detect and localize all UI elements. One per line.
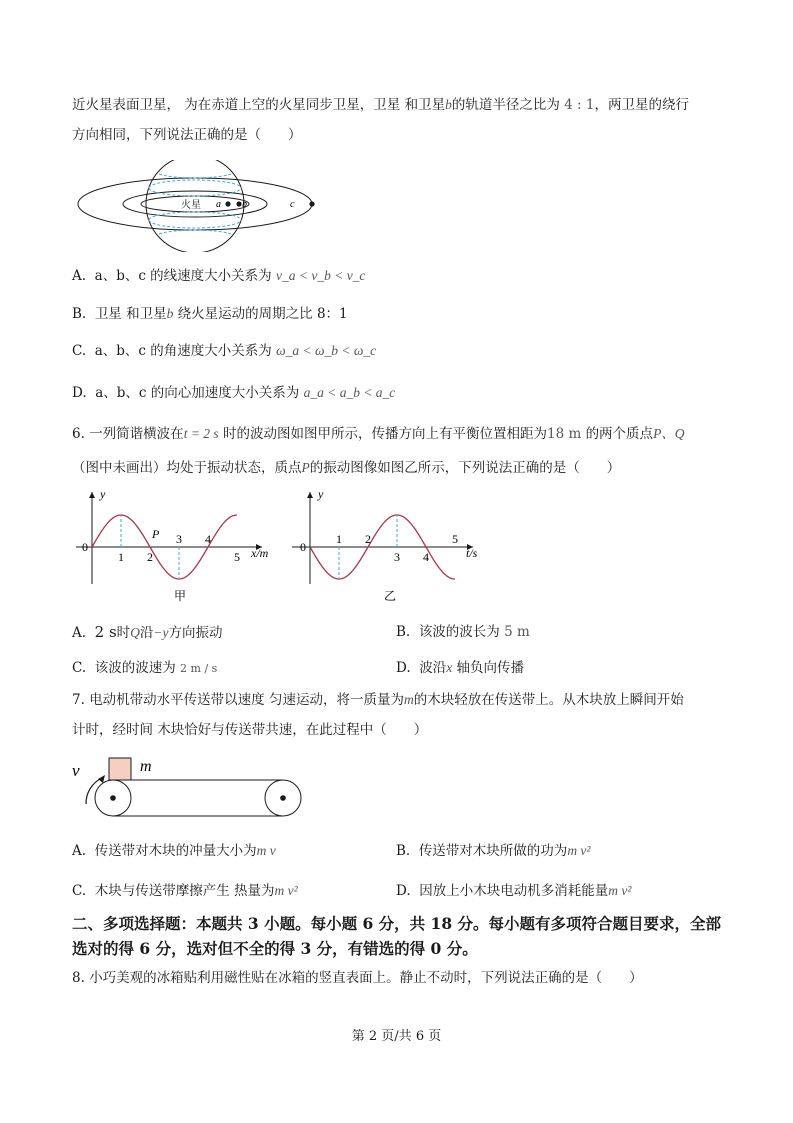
tick-labels — [300, 532, 458, 564]
q5-stem-line1: 近火星表面卫星， 为在赤道上空的火星同步卫星，卫星 和卫星b的轨道半径之比为 4 : 1，两卫星的绕行 — [72, 97, 689, 113]
label-a: a — [216, 199, 221, 210]
caption-yi: 乙 — [384, 589, 397, 603]
q6-option-c[interactable]: C. 该波的波速为 2 m / s — [72, 660, 218, 676]
tick-label: 3 — [394, 550, 400, 564]
tick-label: 4 — [423, 550, 429, 564]
section2-heading-line1: 二、多项选择题：本题共 3 小题。每小题 6 分，共 18 分。每小题有多项符合题目要求，全部 — [72, 914, 722, 933]
page-footer: 第 2 页/共 6 页 — [351, 1029, 442, 1044]
q5-option-c[interactable]: C. a、b、c 的角速度大小关系为 ω_a < ω_b < ω_c — [72, 343, 377, 359]
q6-option-d[interactable]: D. 波沿x 轴负向传播 — [396, 660, 525, 676]
tick-label: 5 — [452, 532, 458, 546]
right-axle — [280, 795, 286, 801]
y-label: y — [100, 487, 106, 501]
tick-label: 2 — [147, 550, 153, 564]
q6-wave-graph-jia — [72, 486, 282, 608]
satellite-b — [236, 201, 241, 206]
tick-label: 0 — [300, 540, 306, 554]
q7-option-b[interactable]: B. 传送带对木块所做的功为m v² — [396, 843, 591, 859]
q6-option-a[interactable]: A. 2 s时Q沿−y方向振动 — [72, 623, 223, 641]
q5-option-b[interactable]: B. 卫星 和卫星b 绕火星运动的周期之比 8：1 — [72, 306, 348, 322]
y-label: y — [318, 487, 324, 501]
q7-option-c[interactable]: C. 木块与传送带摩擦产生 热量为m v² — [72, 883, 298, 899]
q7-option-d[interactable]: D. 因放上小木块电动机多消耗能量m v² — [396, 883, 632, 899]
q7-stem-line1: 7. 电动机带动水平传送带以速度 匀速运动，将一质量为m的木块轻放在传送带上。从木块放上瞬间开始 — [72, 692, 684, 708]
left-axle — [110, 795, 116, 801]
tick-labels — [82, 532, 240, 564]
velocity-label: v — [72, 761, 80, 780]
satellite-a — [225, 201, 230, 206]
q6-stem-line1: 6. 一列简谐横波在t = 2 s 时的波动图如图甲所示，传播方向上有平衡位置相距为18 m 的两个质点P、Q — [72, 426, 685, 442]
q5-orbit-figure — [75, 160, 315, 252]
point-p-label: P — [152, 527, 160, 541]
mass-label: m — [140, 758, 152, 775]
tick-label: 4 — [205, 532, 211, 546]
rotation-arrowhead — [98, 775, 105, 783]
q7-option-a[interactable]: A. 传送带对木块的冲量大小为m v — [72, 843, 276, 859]
tick-label: 2 — [365, 532, 371, 546]
caption-jia: 甲 — [174, 589, 187, 603]
mars-label: 火星 — [181, 200, 201, 211]
q6-option-b[interactable]: B. 该波的波长为 5 m — [396, 624, 530, 640]
label-c: c — [290, 199, 295, 210]
tick-label: 5 — [234, 550, 240, 564]
x-label: x/m — [251, 546, 269, 560]
t-label: t/s — [466, 546, 478, 560]
q5-option-d[interactable]: D. a、b、c 的向心加速度大小关系为 a_a < a_b < a_c — [72, 385, 396, 401]
q7-stem-line2: 计时，经时间 木块恰好与传送带共速，在此过程中（ ） — [72, 722, 428, 738]
q6-stem-line2: （图中未画出）均处于振动状态，质点P的振动图像如图乙所示，下列说法正确的是（ ） — [72, 460, 621, 476]
tick-label: 1 — [336, 532, 342, 546]
tick-label: 3 — [176, 532, 182, 546]
q6-vibration-graph-yi — [288, 486, 488, 608]
q5-option-a[interactable]: A. a、b、c 的线速度大小关系为 v_a < v_b < v_c — [72, 268, 366, 284]
q7-conveyor-figure — [72, 752, 312, 824]
satellite-c — [309, 201, 314, 206]
block-m — [109, 758, 131, 780]
section2-heading-line2: 选对的得 6 分，选对但不全的得 3 分，有错选的得 0 分。 — [72, 939, 478, 958]
tick-label: 1 — [118, 550, 124, 564]
tick-label: 0 — [82, 540, 88, 554]
label-b: b — [242, 199, 247, 210]
q5-stem-line2: 方向相同，下列说法正确的是（ ） — [72, 127, 302, 143]
q8-stem: 8. 小巧美观的冰箱贴利用磁性贴在冰箱的竖直表面上。静止不动时，下列说法正确的是（ ） — [72, 970, 643, 986]
